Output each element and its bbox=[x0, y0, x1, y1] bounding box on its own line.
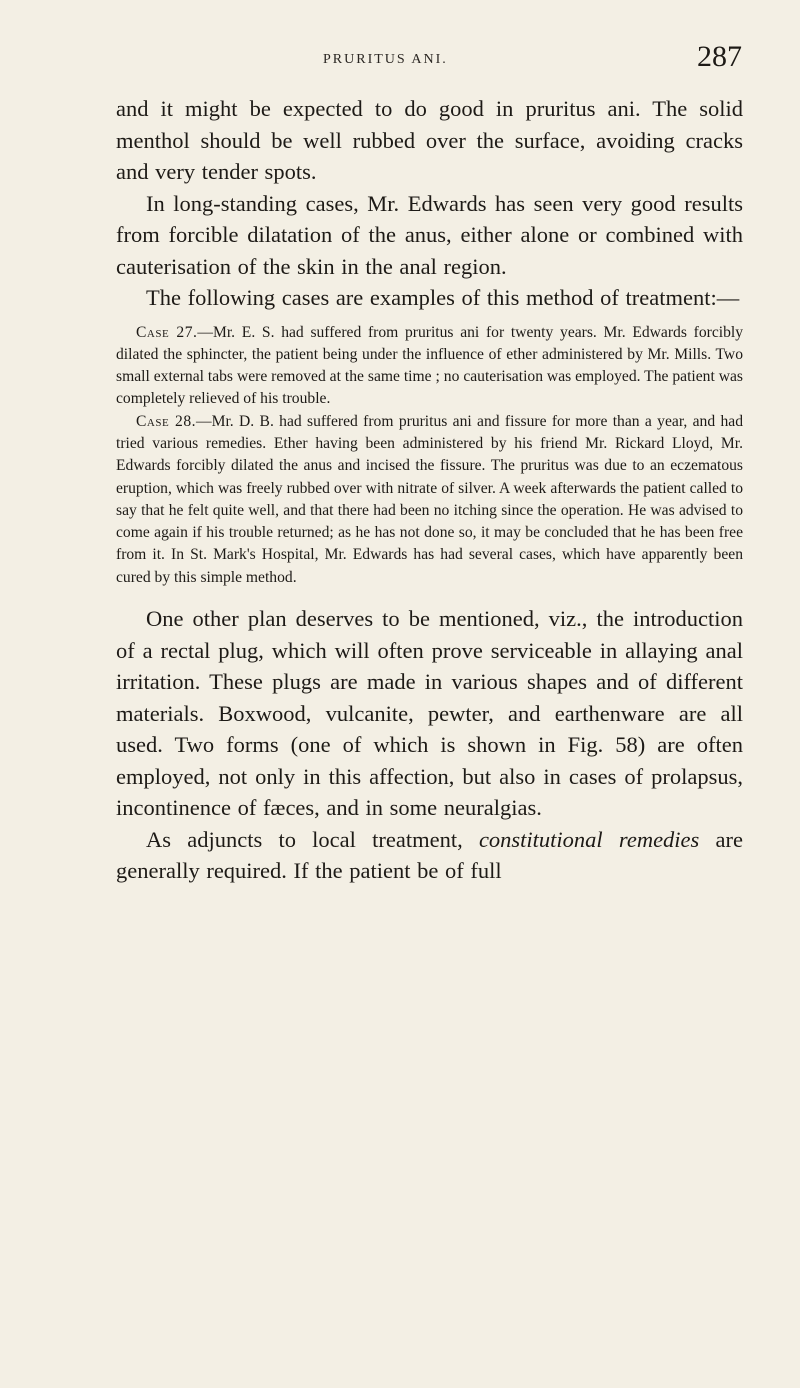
paragraph-constitutional-remedies bbox=[116, 824, 743, 887]
running-head bbox=[117, 40, 742, 80]
running-title: PRURITUS ANI. bbox=[323, 52, 448, 67]
paragraph-dilatation: In long-standing cases, Mr. Edwards has seen very good results from forcible dilatation of the anus, either alone or combined with cauterisation of the skin in the anal region. bbox=[116, 190, 743, 279]
paragraph-menthol: and it might be expected to do good in pruritus ani. The solid menthol should be well rubbed over the surface, avoiding cracks and very tender spots. bbox=[116, 96, 743, 184]
case-27-text: —Mr. E. S. had suffered from pruritus ani for twenty years. Mr. Edwards forcibly dilated the sphincter, the patient being under the influence of ether administered by Mr. Mills. Two small external tabs were removed at the same time ; no cauterisation was employed. The patient was completely relieved of his trouble. bbox=[116, 323, 743, 408]
case-27-label: Case 27. bbox=[136, 323, 198, 341]
paragraph-rectal-plug: One other plan deserves to be mentioned, viz., the introduction of a rectal plug, which will often prove serviceable in allaying anal irritation. These plugs are made in various shapes and of different materials. Boxwood, vulcanite, pewter, and earthenware are all used. Two forms (one of which is shown in Fig. 58) are often employed, not only in this affection, but also in cases of prolapsus, incontinence of fæces, and in some neuralgias. bbox=[116, 606, 743, 821]
remedies-italic: constitutional remedies bbox=[478, 826, 700, 852]
case-27 bbox=[116, 322, 743, 411]
case-28-label: Case 28. bbox=[136, 412, 197, 430]
paragraph-examples-intro: The following cases are examples of this method of treatment:— bbox=[146, 285, 740, 310]
body-text bbox=[116, 93, 743, 887]
page-number: 287 bbox=[697, 40, 742, 73]
remedies-text-end: are generally required. If the patient be of full bbox=[116, 826, 744, 884]
remedies-text-start: As adjuncts to local treatment, bbox=[146, 826, 479, 852]
case-28-text: —Mr. D. B. had suffered from pruritus ani and fissure for more than a year, and had tried various remedies. Ether having been administered by his friend Mr. Rickard Lloyd, Mr. Edwards forcibly dilated the anus and incised the fissure. The pruritus was due to an eczematous eruption, which was freely rubbed over with nitrate of silver. A week afterwards the patient called to say that he felt quite well, and that there had been no itching since the operation. He was advised to come again if his trouble returned; as he has not done so, it may be concluded that he has been free from it. In St. Mark's Hospital, Mr. Edwards has had several cases, which have apparently been cured by this simple method. bbox=[116, 412, 743, 586]
case-28 bbox=[116, 411, 743, 589]
